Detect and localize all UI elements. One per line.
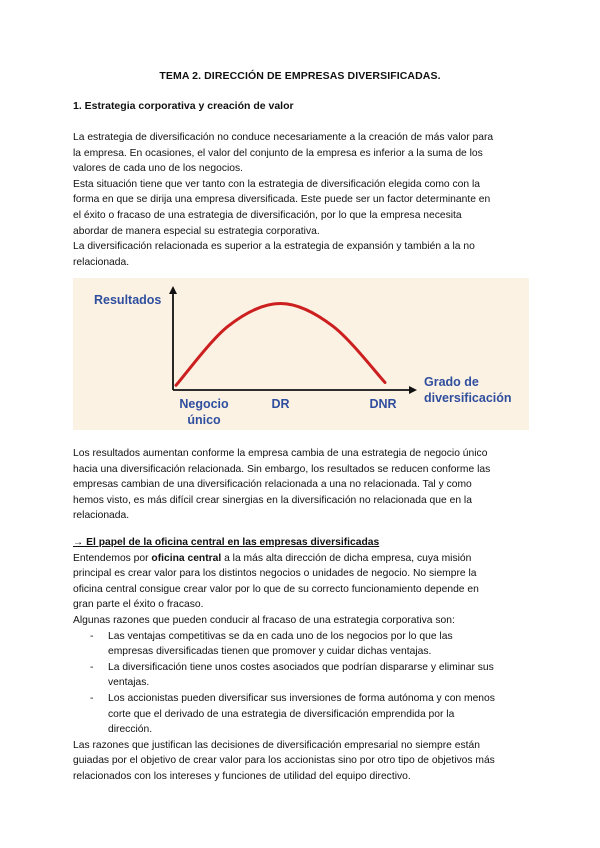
- text-line: forma en que se dirija una empresa diversificada. Este puede ser un factor determinante en: [73, 194, 491, 206]
- after-chart-paragraph: [73, 446, 533, 524]
- text-line: oficina central consigue crear valor por lo que de su correcto funcionamiento depende en: [73, 583, 479, 595]
- central-office-section: [73, 535, 533, 785]
- definition-rest: a la más alta dirección de dicha empresa, cuya misión: [221, 552, 472, 564]
- text-line: la empresa. En ocasiones, el valor del conjunto de la empresa es inferior a la suma de los: [73, 147, 483, 159]
- text-line: valores de cada uno de los negocios.: [73, 163, 244, 175]
- category-label-dnr: DNR: [369, 397, 397, 411]
- y-axis-label: Resultados: [94, 293, 162, 307]
- reasons-list: [73, 629, 533, 738]
- text-line: relacionada.: [73, 510, 130, 522]
- text-line: hacia una diversificación relacionada. Sin embargo, los resultados se reducen conforme las: [73, 463, 491, 475]
- definition-term: oficina central: [151, 552, 222, 564]
- list-item: [73, 660, 533, 691]
- diversification-chart: [73, 278, 529, 430]
- text-line: Esta situación tiene que ver tanto con la estrategia de diversificación elegida como con la: [73, 178, 480, 190]
- text-line: Los resultados aumentan conforme la empresa cambia de una estrategia de negocio único: [73, 448, 488, 459]
- bullet-marker: -: [90, 661, 94, 673]
- definition-prefix: Entendemos por: [73, 552, 152, 564]
- text-line: abordar de manera especial su estrategia corporativa.: [73, 225, 320, 237]
- subsection-heading: → El papel de la oficina central en las empresas diversificadas: [73, 537, 380, 548]
- text-line: Algunas razones que pueden conducir al fracaso de una estrategia corporativa son:: [73, 614, 455, 626]
- bullet-line: La diversificación tiene unos costes asociados que podrían dispararse y eliminar sus: [108, 661, 494, 673]
- definition-line: [73, 551, 533, 567]
- bullet-marker: -: [90, 630, 94, 642]
- bullet-line: empresas diversificadas tienen que promover y cuidar dichas ventajas.: [108, 646, 432, 658]
- list-item: [73, 691, 533, 738]
- x-axis-label-line: Grado de: [424, 375, 479, 389]
- text-line: empresas cambian de una diversificación relacionada a una no relacionada. Tal y como: [73, 479, 472, 491]
- text-line: La diversificación relacionada es superior a la estrategia de expansión y también a la no: [73, 241, 475, 253]
- bullet-line: Las ventajas competitivas se da en cada uno de los negocios por lo que las: [108, 630, 453, 642]
- text-line: el éxito o fracaso de una estrategia de diversificación, por lo que la empresa necesita: [73, 209, 462, 221]
- intro-paragraphs: [73, 130, 533, 270]
- bullet-line: Los accionistas pueden diversificar sus inversiones de forma autónoma y con menos: [108, 692, 495, 704]
- text-line: La estrategia de diversificación no conduce necesariamente a la creación de más valor para: [73, 132, 494, 143]
- chart-svg: [73, 278, 529, 430]
- text-line: gran parte el éxito o fracaso.: [73, 599, 204, 611]
- text-line: guiadas por el objetivo de crear valor para los accionistas sino por otro tipo de objetivos más: [73, 755, 495, 767]
- category-label-dr: DR: [271, 397, 290, 411]
- bullet-line: corte que el derivado de una estrategia de diversificación emprendida por la: [108, 708, 455, 720]
- category-label-negocio: Negocio: [179, 397, 229, 411]
- text-line: principal es crear valor para los distintos negocios o unidades de negocio. No siempre la: [73, 568, 477, 580]
- bullet-line: dirección.: [108, 724, 153, 736]
- text-line: hemos visto, es más difícil crear sinergias en la diversificación no relacionada que en la: [73, 494, 472, 506]
- category-label-unico: único: [187, 413, 221, 427]
- text-line: Las razones que justifican las decisiones de diversificación empresarial no siempre están: [73, 739, 480, 751]
- text-line: relacionada.: [73, 256, 130, 268]
- text-line: relacionados con los intereses y funciones de utilidad del equipo directivo.: [73, 770, 411, 782]
- list-item: [73, 629, 533, 660]
- section-heading: 1. Estrategia corporativa y creación de valor: [73, 100, 294, 112]
- document-title: TEMA 2. DIRECCIÓN DE EMPRESAS DIVERSIFICADAS.: [159, 70, 441, 82]
- bullet-line: ventajas.: [108, 677, 150, 689]
- bullet-marker: -: [90, 692, 94, 704]
- x-axis-label-line: diversificación: [424, 391, 512, 405]
